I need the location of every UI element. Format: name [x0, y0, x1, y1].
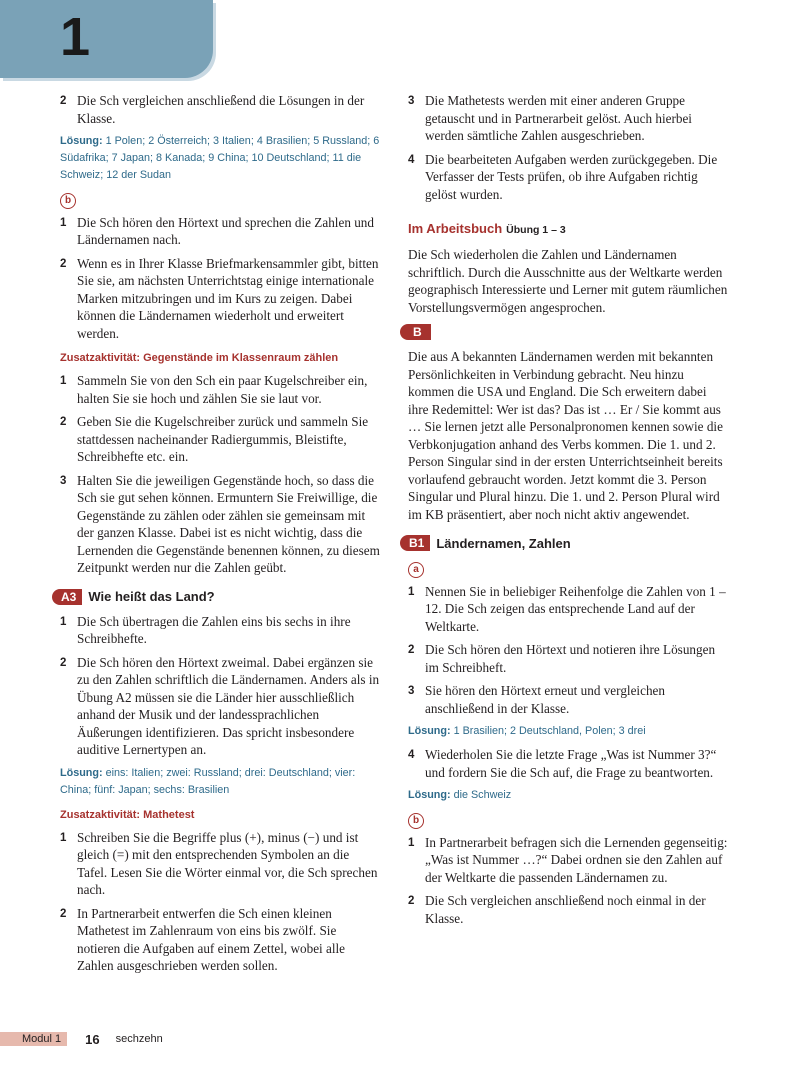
item-text: Geben Sie die Kugelschreiber zurück und sammeln Sie stattdessen nacheinander Radiergummis, Bleistifte, Schreibhefte etc. ein. [77, 414, 369, 464]
list-item [408, 583, 728, 636]
zusatz-heading-2: Zusatzaktivität: Mathetest [60, 808, 195, 821]
list-item [60, 214, 380, 249]
item-number: 2 [60, 907, 67, 920]
section-a3-title: Wie heißt das Land? [88, 589, 215, 604]
item-text: Sammeln Sie von den Sch ein paar Kugelschreiber ein, halten Sie sie hoch und zählen Sie sie laut vor. [77, 373, 368, 406]
item-number: 2 [60, 416, 67, 428]
item-number: 4 [408, 153, 415, 166]
list-item [60, 372, 380, 407]
solution-3: Lösung: 1 Brasilien; 2 Deutschland, Polen; 3 drei [408, 725, 646, 737]
items-b1a-list [408, 583, 728, 718]
solution-4: Lösung: die Schweiz [408, 789, 512, 801]
section-b-tag: B [400, 324, 431, 340]
section-b1-tag: B1 [400, 535, 430, 551]
item-number: 1 [408, 836, 415, 849]
left-column [60, 92, 380, 981]
list-item [60, 255, 380, 343]
arbeitsbuch-heading: Im Arbeitsbuch Übung 1 – 3 [408, 221, 566, 236]
marker-b2: b [408, 813, 424, 829]
solution-2: Lösung: eins: Italien; zwei: Russland; drei: Deutschland; vier: China; fünf: Japan; sechs: Brasilien [60, 766, 356, 796]
arbeitsbuch-text: Die Sch wiederholen die Zahlen und Ländernamen schriftlich. Durch die Ausschnitte aus der Weltkarte werden geographisch Interessierte und Lerner mit gutem räumlichen Vorstellungsvermögen angesprochen. [408, 247, 728, 315]
item-number: 3 [60, 474, 67, 487]
item-text: Sie hören den Hörtext erneut und vergleichen anschließend in der Klasse. [425, 683, 665, 716]
list-item [60, 472, 380, 577]
list-item [408, 892, 728, 927]
chapter-number: 1 [60, 7, 91, 67]
items-z1-list [60, 372, 380, 577]
list-item [60, 829, 380, 899]
item-text: Die Sch hören den Hörtext und sprechen die Zahlen und Ländernamen nach. [77, 214, 374, 247]
item-text: Halten Sie die jeweiligen Gegenstände hoch, so dass die Sch sie gut sehen können. Ermuntern Sie Freiwillige, die Gegenstände zu zählen oder zählen sie gemeinsam mit der ganzen Klasse. Dabei ist es nicht wichtig, dass die Lernenden die Gegenstände benennen können, zu diesem Zeitpunkt werden nur die Zahlen geübt. [77, 472, 380, 575]
list-item [408, 641, 728, 676]
item-text: Die bearbeiteten Aufgaben werden zurückgegeben. Die Verfasser der Tests prüfen, ob ihre Aufgaben richtig gelöst wurden. [425, 151, 718, 202]
item-text: Die Sch hören den Hörtext zweimal. Dabei ergänzen sie zu den Zahlen schriftlich die Ländernamen. Anders als in Übung A2 müssen sie die Länder hier ausschließlich anhand der Musik und der landessprachlichen Äußerungen identifizieren. Das spricht insbesondere auditive Lernertypen an. [77, 654, 380, 757]
item-text: Die Sch hören den Hörtext und notieren ihre Lösungen im Schreibheft. [425, 642, 716, 675]
item-text: Nennen Sie in beliebiger Reihenfolge die Zahlen von 1 – 12. Die Sch zeigen das entsprechende Land auf der Weltkarte. [425, 583, 726, 634]
items-b1b-list [408, 834, 728, 928]
section-a3-header [52, 589, 380, 605]
item-number: 2 [60, 656, 67, 669]
marker-a: a [408, 562, 424, 578]
item-text: Die Sch übertragen die Zahlen eins bis sechs in ihre Schreibhefte. [77, 613, 351, 646]
item-text: Schreiben Sie die Begriffe plus (+), minus (−) und ist gleich (=) mit den entsprechenden Symbolen an die Tafel. Lesen Sie die Wörter einmal vor, die Sch sprechen nach. [77, 829, 378, 897]
list-item [408, 151, 728, 204]
item-text: Wenn es in Ihrer Klasse Briefmarkensammler gibt, bitten Sie sie, am nächsten Unterrichtstag einige internationale Marken mitzubringen und im Kurs zu zeigen. Dabei können die Ländernamen wiederholt und erweitert werden. [77, 255, 379, 341]
list-item [60, 413, 380, 466]
item-number: 2 [60, 257, 67, 270]
list-item [60, 92, 380, 127]
list-item [408, 92, 728, 145]
section-a3-tag: A3 [52, 589, 82, 605]
item-text: Wiederholen Sie die letzte Frage „Was ist Nummer 3?“ und fordern Sie die Sch auf, die Frage zu beantworten. [425, 747, 717, 780]
zusatz-heading-1: Zusatzaktivität: Gegenstände im Klassenraum zählen [60, 352, 339, 364]
item-number: 3 [408, 685, 415, 697]
list-item [60, 654, 380, 759]
items-b-list [60, 214, 380, 343]
right-column [408, 92, 728, 933]
section-b1-header [400, 535, 728, 551]
item-number: 3 [408, 95, 415, 107]
items-a3-list [60, 613, 380, 759]
footer-modul: Modul 1 [0, 1032, 67, 1046]
list-item [408, 682, 728, 717]
list-item [408, 746, 728, 781]
section-b-header [400, 324, 728, 340]
list-item [60, 613, 380, 648]
items1-list [60, 92, 380, 127]
item-number: 1 [408, 585, 415, 598]
item-number: 1 [60, 615, 67, 628]
item-text: In Partnerarbeit befragen sich die Lernenden gegenseitig: „Was ist Nummer …?“ Dabei ordnen sie den Zahlen auf der Weltkarte die passenden Ländernamen zu. [425, 834, 728, 885]
marker-b: b [60, 193, 76, 209]
page-number: 16 [85, 1031, 100, 1047]
items-b1a2-list [408, 746, 728, 781]
section-b1-title: Ländernamen, Zahlen [436, 535, 571, 551]
item-number: 1 [60, 216, 67, 229]
item-text: Die Mathetests werden mit einer anderen Gruppe getauscht und in Partnerarbeit gelöst. Auch hierbei werden sämtliche Zahlen ausgeschrieben. [425, 93, 692, 143]
list-item [60, 905, 380, 975]
item-text: Die Sch vergleichen anschließend die Lösungen in der Klasse. [77, 93, 365, 126]
item-number: 1 [60, 375, 67, 387]
item-number: 4 [408, 749, 415, 761]
item-number: 2 [408, 644, 415, 656]
page-footer [0, 1030, 163, 1048]
item-number: 2 [408, 895, 415, 907]
section-b-text: Die aus A bekannten Ländernamen werden mit bekannten Persönlichkeiten in Verbindung gebracht. Neu hinzu kommen die USA und England. Die Sch erweitern dabei ihre Redemittel: Wer ist das? Das ist … Er / Sie kommt aus … Sie lernen jetzt alle Personalpronomen kennen sowie die Verbkonjugation anhand des Verbs kommen. Die 1. und 2. Person Singular sind in der ersten Unterrichtseinheit bereits vorlaufend gebraucht worden. Jetzt kommt die 3. Person Singular und Plural hinzu. Die 1. und 2. Person Plural wird im KB präsentiert, aber noch nicht aktiv angewendet. [408, 349, 723, 522]
item-number: 2 [60, 95, 67, 107]
list-item [408, 834, 728, 887]
items-top-list [408, 92, 728, 203]
item-number: 1 [60, 831, 67, 844]
solution-1: Lösung: 1 Polen; 2 Österreich; 3 Italien; 4 Brasilien; 5 Russland; 6 Südafrika; 7 Japan; 8 Kanada; 9 China; 10 Deutschland; 11 die Schweiz; 12 der Sudan [60, 135, 380, 181]
item-text: In Partnerarbeit entwerfen die Sch einen kleinen Mathetest im Zahlenraum von eins bis zwölf. Sie notieren die Aufgaben auf einem Zettel, wobei alle Zahlen ausgeschrieben werden sollen. [77, 905, 346, 973]
page-number-word: sechzehn [115, 1033, 163, 1045]
items-z2-list [60, 829, 380, 975]
item-text: Die Sch vergleichen anschließend noch einmal in der Klasse. [425, 893, 706, 926]
chapter-tab [0, 0, 213, 78]
